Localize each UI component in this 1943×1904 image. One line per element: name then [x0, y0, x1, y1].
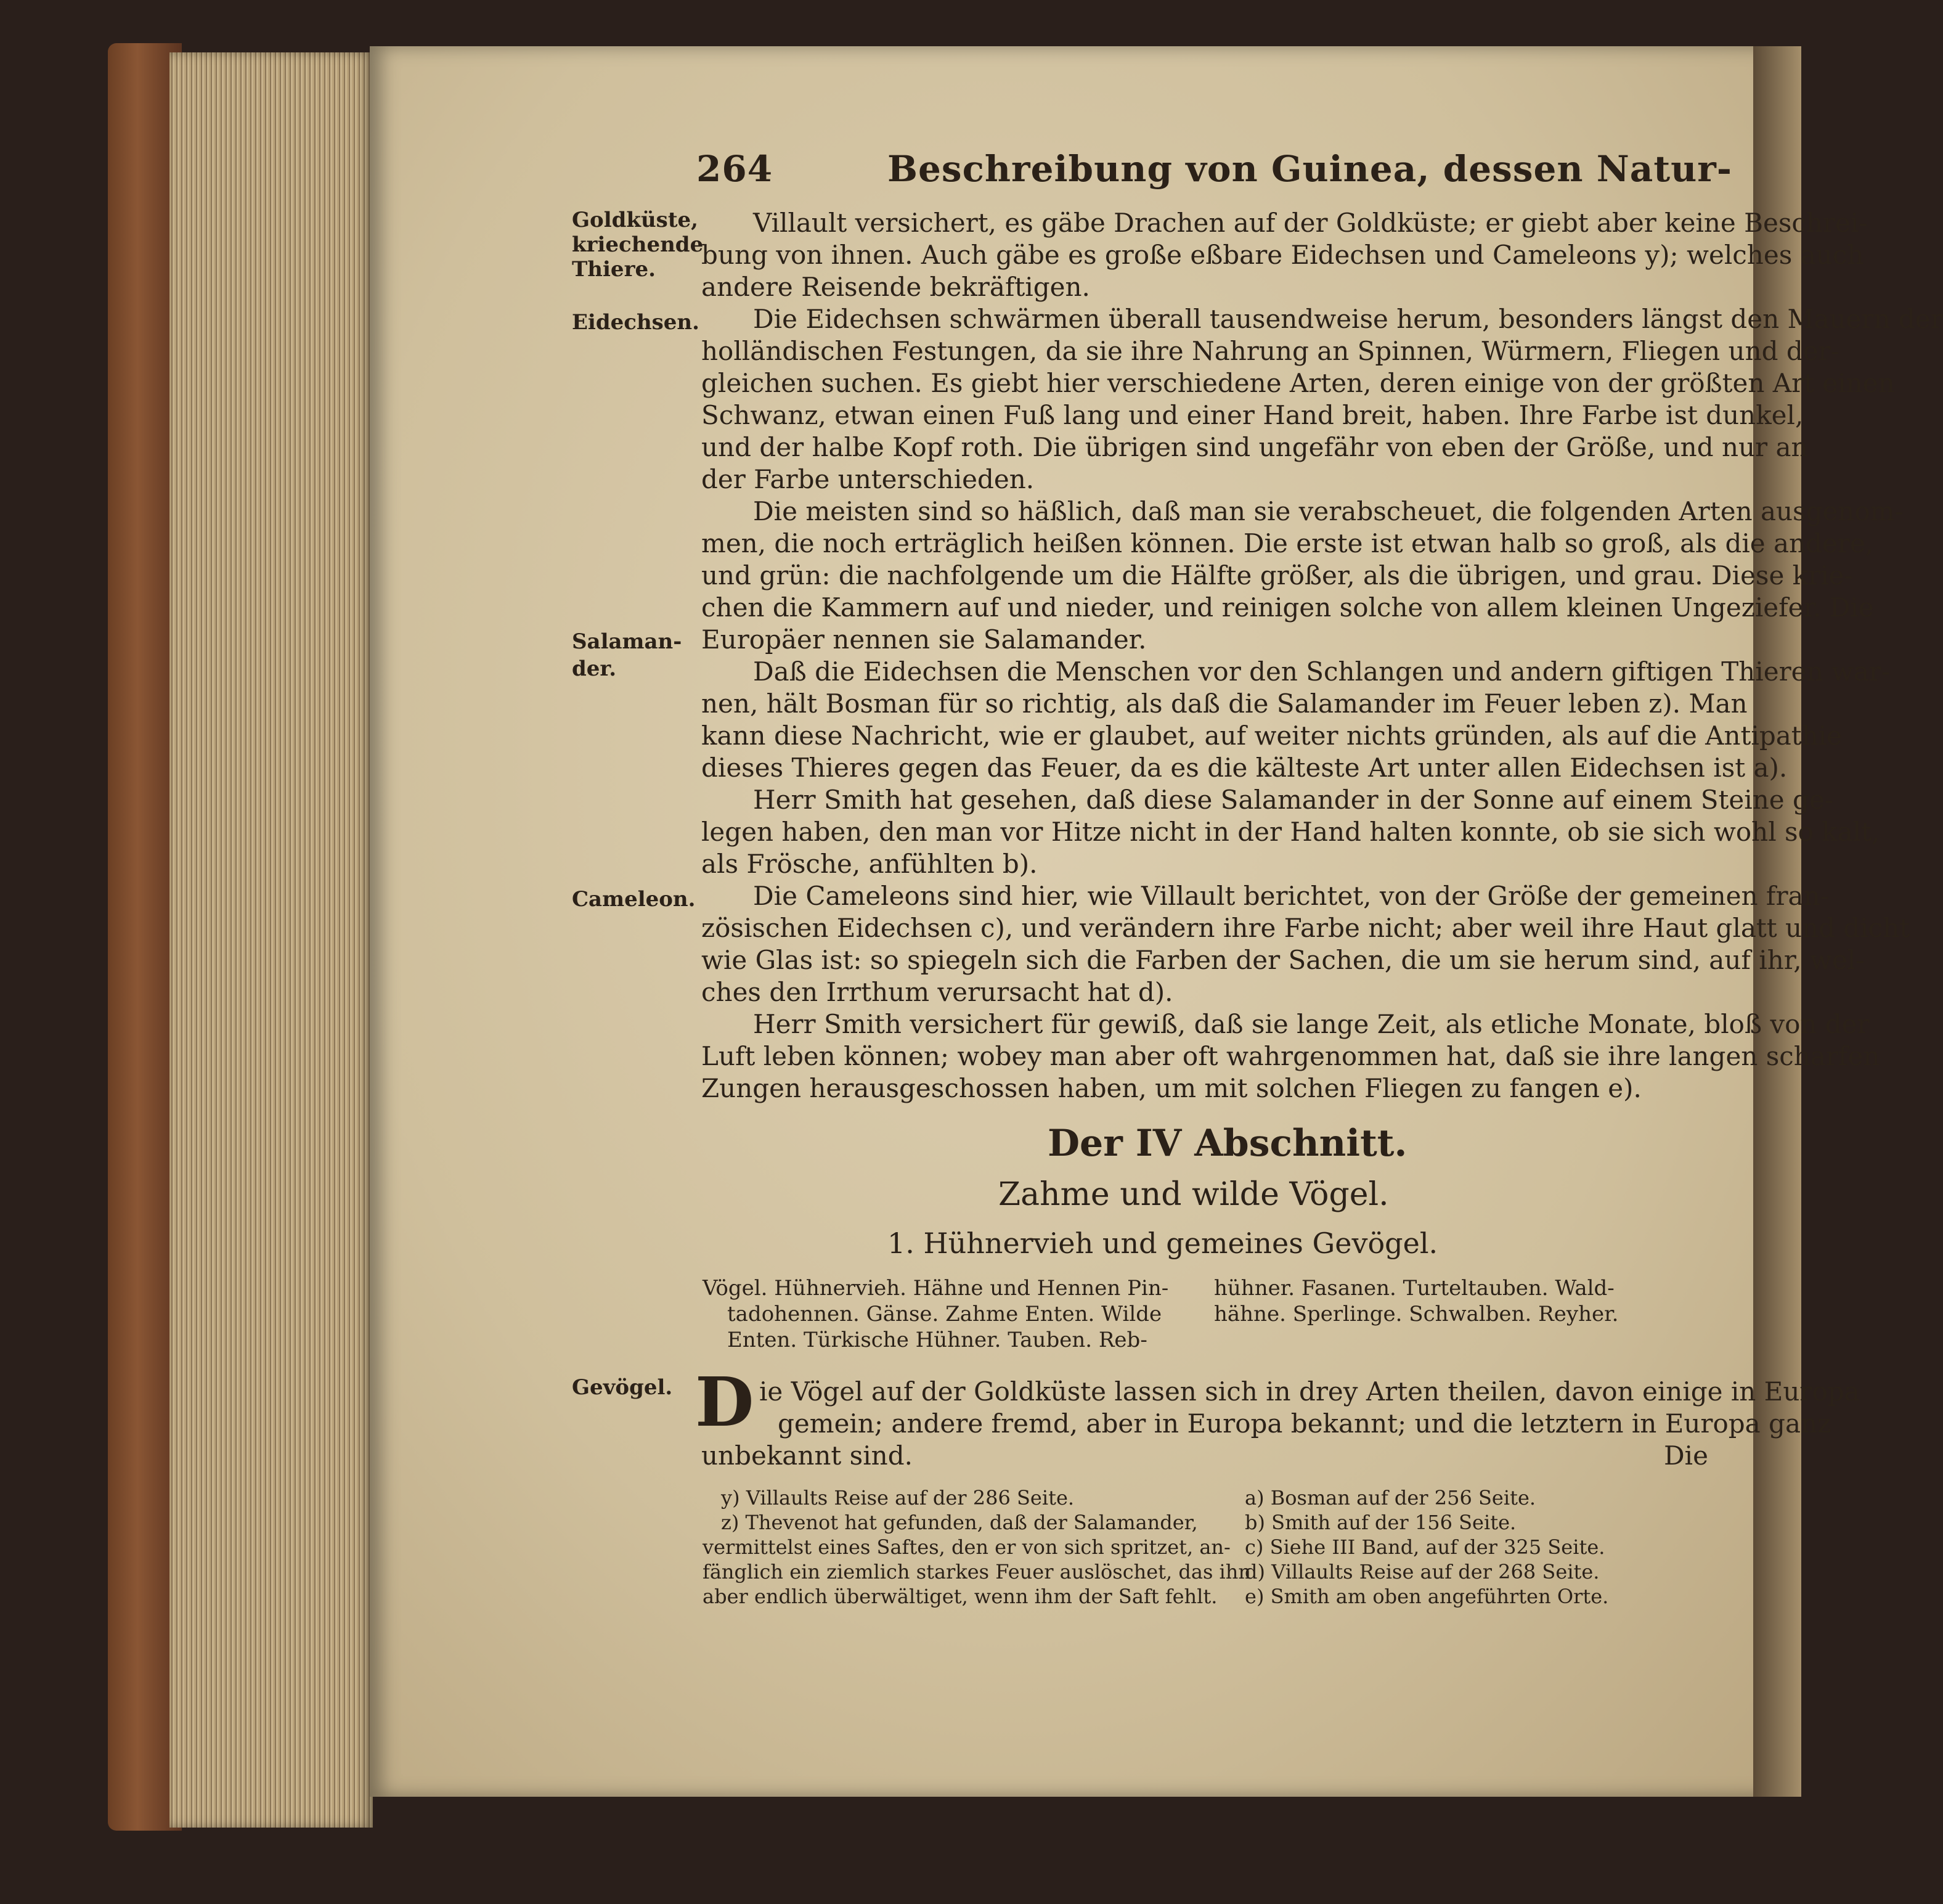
body-line: Die Cameleons sind hier, wie Villault berichtet, von der Größe der gemeinen fran-	[753, 881, 1829, 911]
margin-note-salamander-2: der.	[572, 656, 617, 681]
margin-note-salamander: Salaman-	[572, 629, 682, 654]
summary-line: hühner. Fasanen. Turteltauben. Wald-	[1214, 1276, 1615, 1301]
footnote: vermittelst eines Saftes, den er von sich spritzet, an-	[703, 1535, 1231, 1559]
body-line: Herr Smith hat gesehen, daß diese Salamander in der Sonne auf einem Steine ge-	[753, 785, 1833, 815]
body-line: men, die noch erträglich heißen können. Die erste ist etwan halb so groß, als die andere,	[701, 528, 1874, 558]
margin-note-kriechende: kriechende	[572, 232, 704, 257]
section-title: Der IV Abschnitt.	[1048, 1122, 1407, 1165]
body-line: ches den Irrthum verursacht hat d).	[701, 977, 1173, 1007]
margin-note-eidechsen: Eidechsen.	[572, 310, 699, 335]
margin-note-cameleon: Cameleon.	[572, 887, 696, 912]
body-line: kann diese Nachricht, wie er glaubet, auf weiter nichts gründen, als auf die Antipathie	[701, 721, 1842, 751]
body-line: und grün: die nachfolgende um die Hälfte größer, als die übrigen, und grau. Diese krie-	[701, 560, 1853, 590]
margin-note-goldkueste: Goldküste,	[572, 208, 698, 232]
body-line: legen haben, den man vor Hitze nicht in der Hand halten konnte, ob sie sich wohl so kalt,	[701, 817, 1880, 847]
footnote: a) Bosman auf der 256 Seite.	[1245, 1486, 1536, 1510]
summary-line: Vögel. Hühnervieh. Hähne und Hennen Pin-	[703, 1276, 1169, 1301]
footnote: y) Villaults Reise auf der 286 Seite.	[721, 1486, 1075, 1510]
summary-line: Enten. Türkische Hühner. Tauben. Reb-	[727, 1328, 1147, 1352]
body-line: der Farbe unterschieden.	[701, 464, 1035, 494]
running-title: Beschreibung von Guinea, dessen Natur-	[887, 148, 1732, 190]
body-line: chen die Kammern auf und nieder, und reinigen solche von allem kleinen Ungeziefer. Die	[701, 592, 1874, 623]
body-line: Villault versichert, es gäbe Drachen auf der Goldküste; er giebt aber keine Beschrei-	[753, 208, 1868, 238]
catchword: Die	[1664, 1440, 1708, 1471]
body-line: Die meisten sind so häßlich, daß man sie verabscheuet, die folgenden Arten ausgenom-	[753, 496, 1904, 526]
body-line: und der halbe Kopf roth. Die übrigen sind ungefähr von eben der Größe, und nur an	[701, 432, 1808, 462]
body-line: Europäer nennen sie Salamander.	[701, 624, 1147, 655]
body-line: Luft leben können; wobey man aber oft wahrgenommen hat, daß sie ihre langen scharfen	[701, 1041, 1880, 1071]
footnote: aber endlich überwältiget, wenn ihm der Saft fehlt.	[703, 1585, 1218, 1608]
footnote: e) Smith am oben angeführten Orte.	[1245, 1585, 1609, 1608]
body-line: zösischen Eidechsen c), und verändern ihre Farbe nicht; aber weil ihre Haut glatt und dicht	[701, 913, 1910, 943]
body-line: holländischen Festungen, da sie ihre Nahrung an Spinnen, Würmern, Fliegen und der-	[701, 336, 1839, 366]
drop-cap: D	[695, 1362, 754, 1442]
intro-line: ie Vögel auf der Goldküste lassen sich in drey Arten theilen, davon einige in Europa	[759, 1376, 1860, 1407]
body-line: dieses Thieres gegen das Feuer, da es die kälteste Art unter allen Eidechsen ist a).	[701, 753, 1788, 783]
body-line: andere Reisende bekräftigen.	[701, 272, 1090, 302]
intro-line: gemein; andere fremd, aber in Europa bekannt; und die letztern in Europa ganz	[778, 1408, 1831, 1439]
footnote: z) Thevenot hat gefunden, daß der Salamander,	[721, 1511, 1198, 1534]
body-line: Zungen herausgeschossen haben, um mit solchen Fliegen zu fangen e).	[701, 1073, 1642, 1103]
section-subtitle: Zahme und wilde Vögel.	[998, 1176, 1389, 1213]
body-line: Schwanz, etwan einen Fuß lang und einer Hand breit, haben. Ihre Farbe ist dunkel,	[701, 400, 1804, 430]
footnote: c) Siehe III Band, auf der 325 Seite.	[1245, 1535, 1605, 1559]
page-edges	[169, 52, 373, 1828]
footnote: fänglich ein ziemlich starkes Feuer auslöschet, das ihn	[703, 1560, 1251, 1583]
body-line: nen, hält Bosman für so richtig, als daß die Salamander im Feuer leben z). Man	[701, 688, 1748, 719]
margin-note-thiere: Thiere.	[572, 257, 656, 282]
body-line: gleichen suchen. Es giebt hier verschiedene Arten, deren einige von der größten Art einen	[701, 368, 1895, 398]
body-line: Die Eidechsen schwärmen überall tausendweise herum, besonders längst den Mauern der	[753, 304, 1943, 334]
page-number: 264	[696, 148, 773, 190]
body-line: wie Glas ist: so spiegeln sich die Farben der Sachen, die um sie herum sind, auf ihr, wel-	[701, 945, 1865, 975]
section-heading: 1. Hühnervieh und gemeines Gevögel.	[887, 1227, 1438, 1260]
footnote: d) Villaults Reise auf der 268 Seite.	[1245, 1560, 1600, 1583]
body-line: Daß die Eidechsen die Menschen vor den Schlangen und andern giftigen Thieren war-	[753, 656, 1891, 687]
footnote: b) Smith auf der 156 Seite.	[1245, 1511, 1517, 1534]
summary-line: hähne. Sperlinge. Schwalben. Reyher.	[1214, 1302, 1619, 1326]
summary-line: tadohennen. Gänse. Zahme Enten. Wilde	[727, 1302, 1162, 1326]
intro-line: unbekannt sind.	[701, 1440, 913, 1471]
body-line: bung von ihnen. Auch gäbe es große eßbare Eidechsen und Cameleons y); welches auch	[701, 240, 1864, 270]
body-line: als Frösche, anfühlten b).	[701, 849, 1038, 879]
body-line: Herr Smith versichert für gewiß, daß sie lange Zeit, als etliche Monate, bloß von der	[753, 1009, 1870, 1039]
margin-note-gevoegel: Gevögel.	[572, 1375, 673, 1400]
